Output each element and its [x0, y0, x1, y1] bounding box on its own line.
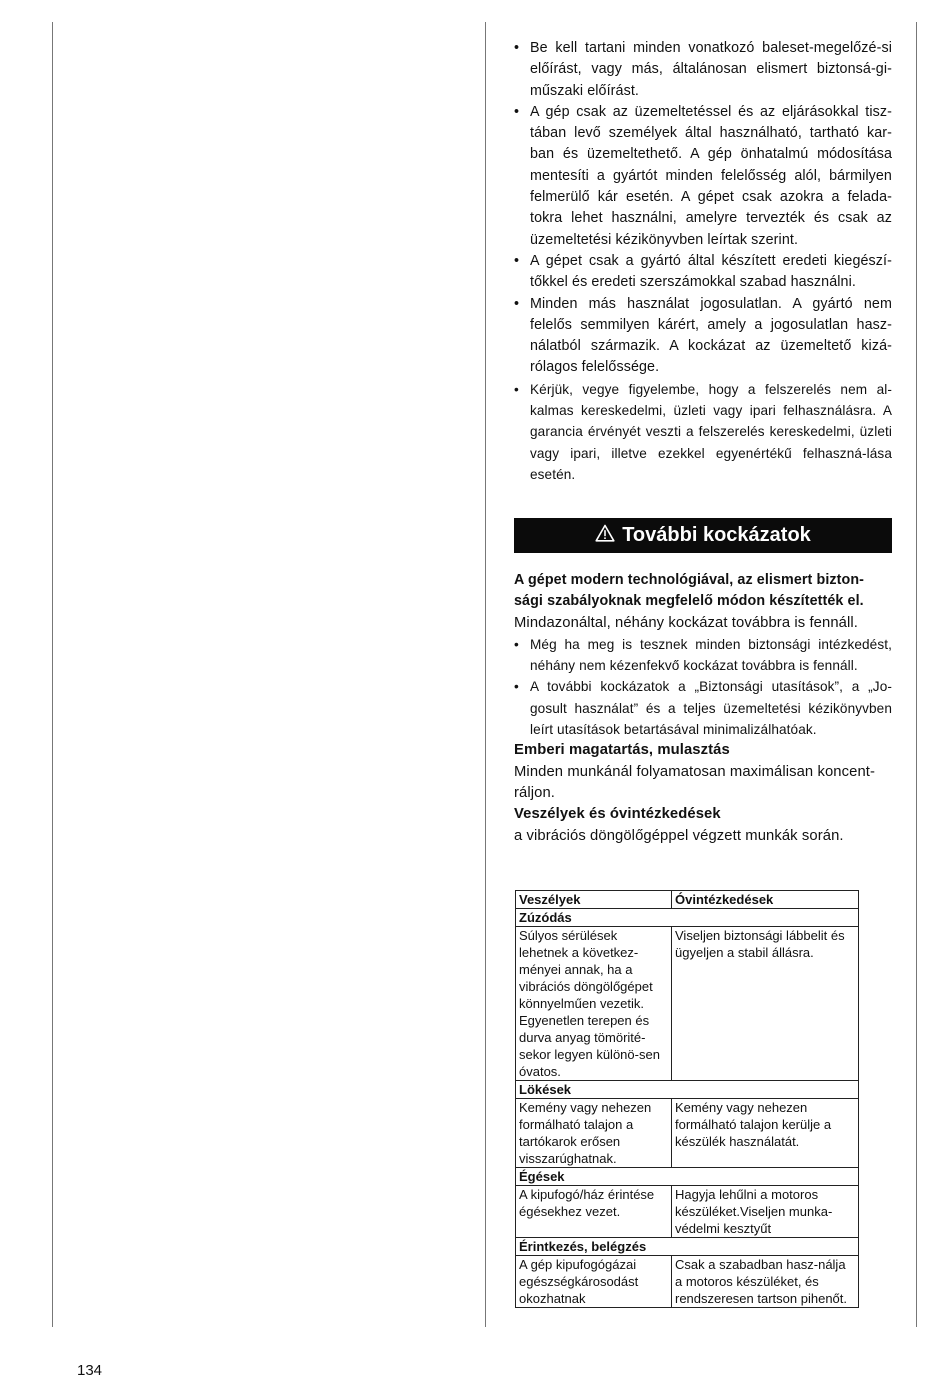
right-margin-rule [916, 22, 917, 1327]
section-banner [514, 518, 892, 553]
warning-triangle-icon [595, 524, 622, 548]
table-header-cell: Veszélyek [516, 891, 672, 909]
measure-cell: Kemény vagy nehezen formálható talajon kerülje a készülék használatát. [672, 1099, 859, 1168]
measure-cell: Hagyja lehűlni a motoros készüléket.Viseljen munka-védelmi kesztyűt [672, 1186, 859, 1238]
intro-bullet: • Kérjük, vegye figyelembe, hogy a felszerelés nem al-kalmas kereskedelmi, üzleti vagy ipari felhasználásra. A garancia érvényét veszti a felszerelés kereskedelmi, üzleti vagy ipari, illetve ezekkel egyenértékű felhaszná-lása esetén. [514, 379, 892, 485]
column-divider-rule [485, 22, 486, 1327]
hazards-table [515, 890, 859, 1308]
table-row [516, 1099, 859, 1168]
table-group-row [516, 1081, 859, 1099]
hazard-cell: Súlyos sérülések lehetnek a következ-ményei annak, ha a vibrációs döngölőgépet könnyelműen vezetik. Egyenetlen terepen és durva anyag tömörité-sekor legyen különö-sen óvatos. [516, 927, 672, 1081]
section-lead-text: Mindazonáltal, néhány kockázat továbbra is fennáll. [514, 614, 858, 631]
measure-cell: Viseljen biztonsági lábbelit és ügyeljen a stabil állásra. [672, 927, 859, 1081]
measure-cell: Csak a szabadban hasz-nálja a motoros készüléket, és rendszeresen tartson pihenőt. [672, 1256, 859, 1308]
table-group-row [516, 1238, 859, 1256]
table-group-title: Érintkezés, belégzés [516, 1238, 859, 1256]
intro-block [514, 38, 892, 485]
left-margin-rule [52, 22, 53, 1327]
hazard-cell: A gép kipufogógázai egészségkárosodást okozhatnak [516, 1256, 672, 1308]
table-group-title: Égések [516, 1168, 859, 1186]
hazard-cell: Kemény vagy nehezen formálható talajon a tartókarok erősen visszarúghatnak. [516, 1099, 672, 1168]
intro-bullet: • Be kell tartani minden vonatkozó baleset-megelőzé-si előírást, vagy más, általánosan elismert biztonsá-gi-műszaki előírást. [514, 38, 892, 102]
table-group-row [516, 909, 859, 927]
hazard-heading: Veszélyek és óvintézkedések [514, 806, 721, 823]
intro-bullet: • Minden más használat jogosulatlan. A gyártó nem felelős semmilyen kárért, amely a jogosulatlan hasz-nálatból származik. A kockázat az üzemeltető kizá-rólagos felelőssége. [514, 294, 892, 379]
table-group-row [516, 1168, 859, 1186]
hazard-text: a vibrációs döngölőgéppel végzett munkák során. [514, 827, 844, 844]
section-bullet: • A további kockázatok a „Biztonsági utasítások”, a „Jo-gosult használat” és a teljes üzemeltetési kézikönyvben leírt utasítások betartásával minimalizálhatóak. [514, 676, 892, 740]
human-text: Minden munkánál folyamatosan maximálisan koncent-ráljon. [514, 763, 876, 801]
intro-bullet: • A gépet csak a gyártó által készített eredeti kiegészí-tőkkel és eredeti szerszámokkal szabad használni. [514, 251, 892, 294]
hazard-cell: A kipufogó/ház érintése égésekhez vezet. [516, 1186, 672, 1238]
human-heading: Emberi magatartás, mulasztás [514, 742, 730, 759]
section-body [514, 570, 892, 847]
section-lead-bold: A gépet modern technológiával, az elismert bizton-sági szabályoknak megfelelő módon készítették el. [514, 572, 865, 610]
intro-bullet-list [514, 38, 892, 485]
table-row [516, 1186, 859, 1238]
table-header-row [516, 891, 859, 909]
table-header-cell: Óvintézkedések [672, 891, 859, 909]
page-number: 134 [77, 1362, 103, 1379]
section-title: További kockázatok [622, 524, 811, 546]
table-row [516, 1256, 859, 1308]
section-bullet-list [514, 634, 892, 740]
intro-bullet: • A gép csak az üzemeltetéssel és az eljárásokkal tisz-tában levő személyek által használható, tartható kar-ban és üzemeltethető. A gép önhatalmú módosítása mentesíti a gyártót minden felelősség alól, bármilyen felmerülő kár esetén. A gépet csak azokra a felada-tokra lehet használni, amelyre tervezték és csak az üzemeltetési kézikönyvben leírtak szerint. [514, 102, 892, 251]
table-group-title: Lökések [516, 1081, 859, 1099]
table-group-title: Zúzódás [516, 909, 859, 927]
table-row [516, 927, 859, 1081]
section-bullet: • Még ha meg is tesznek minden biztonsági intézkedést, néhány nem kézenfekvő kockázat továbbra is fennáll. [514, 634, 892, 677]
